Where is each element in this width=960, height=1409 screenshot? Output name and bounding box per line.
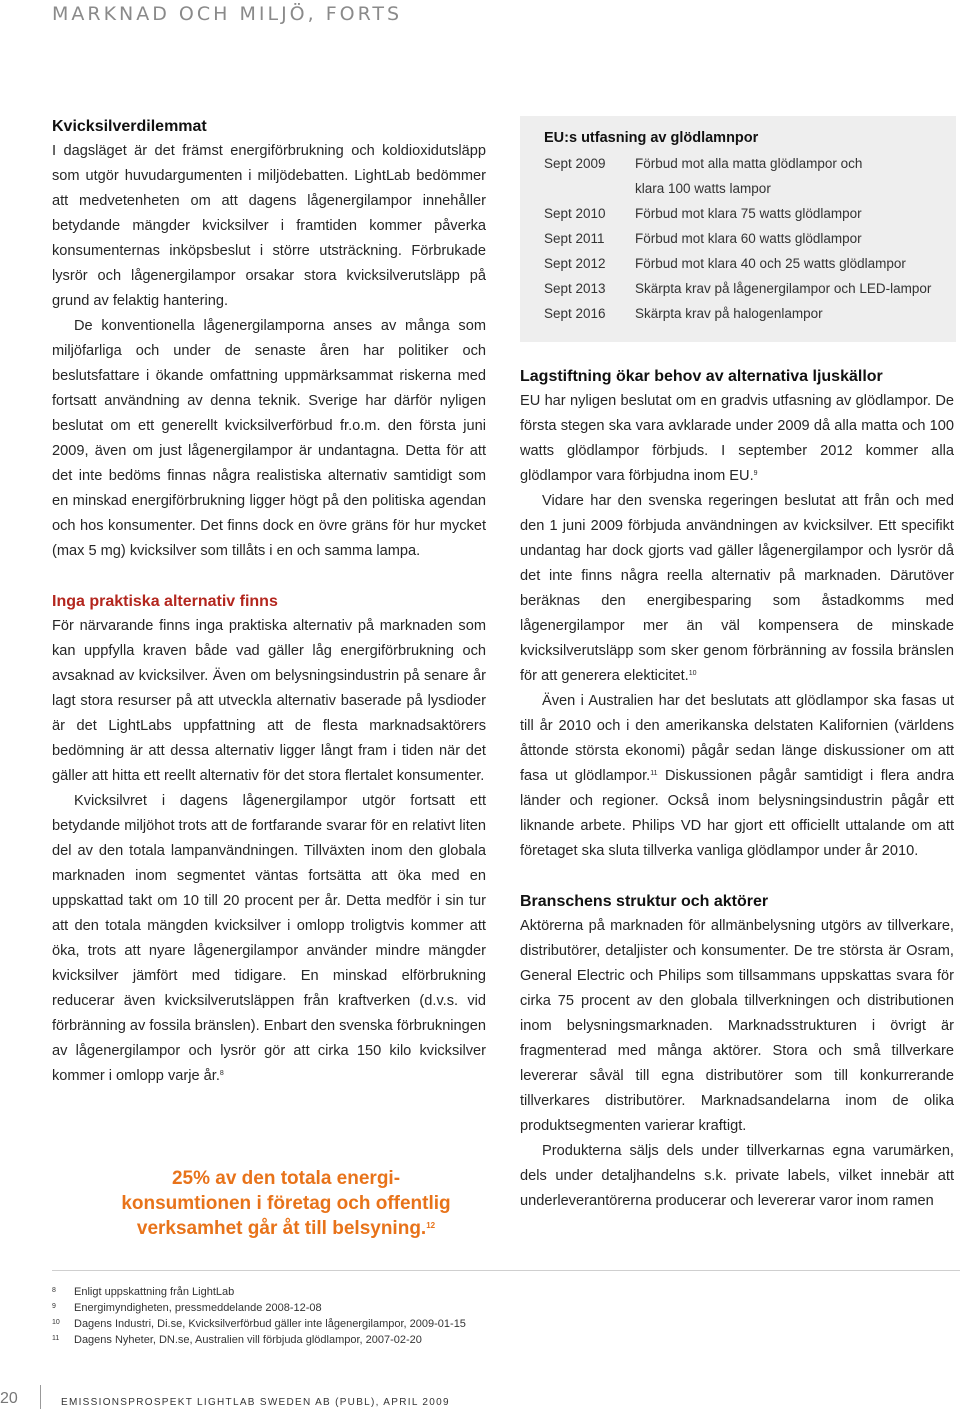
box-row (544, 206, 862, 221)
paragraph: För närvarande finns inga praktiska alternativ på marknaden som kan uppfylla kraven både vad gäller låg energiförbrukning och avsaknad av kvicksilver. Även om belysningsindustrin på senare år lagt stora resurser på att utveckla alternativ baserade på lysdioder är det LightLabs uppfattning att de flesta marknadsaktörers bedömning är att dessa alternativ ligger långt fram i tiden när det gäller att hitta ett reellt alternativ för det stora flertalet konsumenter. (52, 618, 486, 784)
box-row (544, 256, 906, 271)
footnote-number: 10 (52, 1319, 60, 1326)
row-text: klara 100 watts lampor (635, 181, 771, 196)
row-date: Sept 2016 (544, 306, 606, 321)
row-text: Förbud mot klara 75 watts glödlampor (635, 206, 862, 221)
heading-lagstiftning: Lagstiftning ökar behov av alternativa ljuskällor (520, 368, 883, 385)
paragraph (520, 689, 954, 864)
footnote-text: Energimyndigheten, pressmeddelande 2008-12-08 (74, 1302, 322, 1314)
row-date: Sept 2012 (544, 256, 606, 271)
right-column (520, 364, 954, 1214)
paragraph: Produkterna säljs dels under tillverkarnas egna varumärken, dels under detaljhandelns s.k. private labels, vilket innebär att underleverantörerna producerar och levererar varor inom ramen (520, 1143, 954, 1209)
paragraph (520, 389, 954, 489)
paragraph-text: Vidare har den svenska regeringen beslutat att från och med den 1 juni 2009 förbjuda användningen av kvicksilver. Ett specifikt undantag har dock gjorts vad gäller lågenergilampor och lysrör då det inte finns några reella alternativ på marknaden. Därutöver beräknas den energibesparing som åstadkomms med lågenergilampor mer än väl kompensera de minskade kvicksilverutsläpp som sker genom förbränning av fossila bränslen för att generera elekticitet. (520, 493, 954, 684)
row-text: Förbud mot alla matta glödlampor och (635, 156, 863, 171)
box-row (544, 281, 931, 296)
footnote (52, 1302, 322, 1314)
box-row (544, 306, 823, 321)
box-title: EU:s utfasning av glödlamnpor (544, 130, 759, 146)
eu-phaseout-box (520, 116, 956, 342)
row-text: Förbud mot klara 60 watts glödlampor (635, 231, 862, 246)
paragraph-text: Kvicksilvret i dagens lågenergilampor utgör fortsatt ett betydande miljöhot trots att de fortfarande svarar för en relativt liten del av den totala lampanvändningen. Tillväxten inom den globala marknaden inom segmentet väntas fortsätta att öka med en uppskattad takt om 10 till 20 procent per år. Detta medför i sin tur att den totala mängden kvicksilver i omlopp troligtvis kommer att öka, trots att nyare lågenergilampor använder mindre mängder kvicksilver jämfört med tidigare. En minskad elförbrukning reducerar även kvicksilverutsläppen från kraftverken (d.v.s. vid förbränning av fossila bränslen). Enbart den svenska förbrukningen av lågenergilampor och lysrör gör att cirka 150 kilo kvicksilver kommer i omlopp varje år. (52, 793, 487, 1084)
row-text: Skärpta krav på halogenlampor (635, 306, 823, 321)
footnote-number: 8 (52, 1287, 56, 1294)
footnote-ref: 8 (219, 1070, 224, 1077)
footnote-text: Enligt uppskattning från LightLab (74, 1286, 235, 1298)
paragraph-text: Diskussionen pågår samtidigt i flera andra länder och regioner. Också inom belysningsindustrin pågår ett liknande arbete. Philips VD har gjort ett officiellt uttalande om att företaget ska sluta tillverka vanliga glödlampor under år 2010. (520, 768, 954, 859)
paragraph-text: Även i Australien har det beslutats att glödlampor ska fasas ut till år 2010 och i den amerikanska delstaten Kalifornien (världens åttonde största ekonomi) pågår sedan länge diskussioner om att fasa ut glödlampor. (520, 693, 954, 784)
footnote-text: Dagens Industri, Di.se, Kvicksilverförbud gäller inte lågenergilampor, 2009-01-15 (74, 1318, 466, 1330)
pull-quote-line: 25% av den totala energi- (171, 1168, 401, 1189)
pull-quote (76, 1166, 496, 1241)
pull-quote-line: konsumtionen i företag och offentlig (121, 1193, 451, 1214)
row-date: Sept 2013 (544, 281, 606, 296)
paragraph (52, 789, 486, 1089)
row-date: Sept 2011 (544, 231, 605, 246)
paragraph: Aktörerna på marknaden för allmänbelysning utgörs av tillverkare, distributörer, detaljister och konsumenter. De tre största är Osram, General Electric och Philips som tillsammans uppskattas svara för cirka 75 procent av den globala tillverkningen och distributionen inom belysningsmarknaden. Marknadsstrukturen i övrigt är fragmenterad med många aktörer. Stora och små tillverkare levererar såväl till egna distributörer som till konkurrerande tillverkares distributörer. Marknadsandelarna inom de olika produktsegmenten varierar kraftigt. (520, 918, 954, 1134)
footnote-ref: 9 (753, 470, 758, 477)
row-date: Sept 2010 (544, 206, 606, 221)
footer-text: EMISSIONSPROSPEKT LIGHTLAB SWEDEN AB (PUBL), APRIL 2009 (61, 1397, 450, 1408)
pull-quote-text: verksamhet går åt till belsyning. (136, 1218, 427, 1239)
footnote-divider (52, 1270, 960, 1271)
footnote-text: Dagens Nyheter, DN.se, Australien vill förbjuda glödlampor, 2007-02-20 (74, 1334, 422, 1346)
box-row (544, 181, 771, 196)
row-date: Sept 2009 (544, 156, 606, 171)
heading-branschens-struktur: Branschens struktur och aktörer (520, 893, 769, 910)
footer-divider (40, 1385, 41, 1409)
footnote (52, 1334, 422, 1346)
paragraph-text: EU har nyligen beslutat om en gradvis utfasning av glödlampor. De första stegen ska vara avklarade under 2009 då alla matta och 100 watts glödlampor förbjuds. I september 2012 kommer alla glödlampor vara förbjudna inom EU. (520, 393, 954, 484)
box-row (544, 156, 862, 171)
heading-inga-alternativ: Inga praktiska alternativ finns (52, 593, 278, 610)
box-row (544, 231, 862, 246)
pull-quote-line (76, 1216, 496, 1241)
footnote-number: 11 (52, 1335, 60, 1342)
paragraph: De konventionella lågenergilamporna anses av många som miljöfarliga och under de senaste åren har politiker och beslutsfattare i ökande omfattning uppmärksammat riskerna med fortsatt användning av denna teknik. Sverige har därför nyligen beslutat om ett generellt kvicksilverförbud fr.o.m. den första juni 2009, även om just lågenergilampor är undantagna. Detta för att det inte bedöms finnas några realistiska alternativ samtidigt som en minskad energiförbrukning ligger högt på den politiska agendan och hos konsumenter. Det finns dock en övre gräns för hur mycket (max 5 mg) kvicksilver som tillåts i en och samma lampa. (52, 318, 486, 559)
footnote-ref: 11 (650, 770, 658, 777)
footnote (52, 1286, 234, 1298)
section-header: MARKNAD OCH MILJÖ, FORTS (52, 3, 403, 25)
paragraph (520, 489, 954, 689)
left-column (52, 114, 486, 1089)
row-text: Förbud mot klara 40 och 25 watts glödlampor (635, 256, 906, 271)
footnote-number: 9 (52, 1303, 56, 1310)
page-number: 20 (0, 1390, 18, 1407)
footnote-ref: 10 (688, 670, 697, 677)
footnote-ref: 12 (426, 1221, 436, 1230)
heading-kvicksilverdilemmat: Kvicksilverdilemmat (52, 118, 207, 135)
row-text: Skärpta krav på lågenergilampor och LED-lampor (635, 281, 932, 296)
paragraph: I dagsläget är det främst energiförbrukning och koldioxidutsläpp som utgör huvudargumenten i miljödebatten. LightLab bedömmer att medvetenheten om att dagens lågenergilampor innehåller betydande mängder kvicksilver i framtiden kommer påverka konsumenternas inköpsbeslut i större utsträckning. Förbrukade lysrör och lågenergilampor orsakar stora kvicksilverutsläpp på grund av felaktig hantering. (52, 143, 486, 309)
footnote (52, 1318, 466, 1330)
